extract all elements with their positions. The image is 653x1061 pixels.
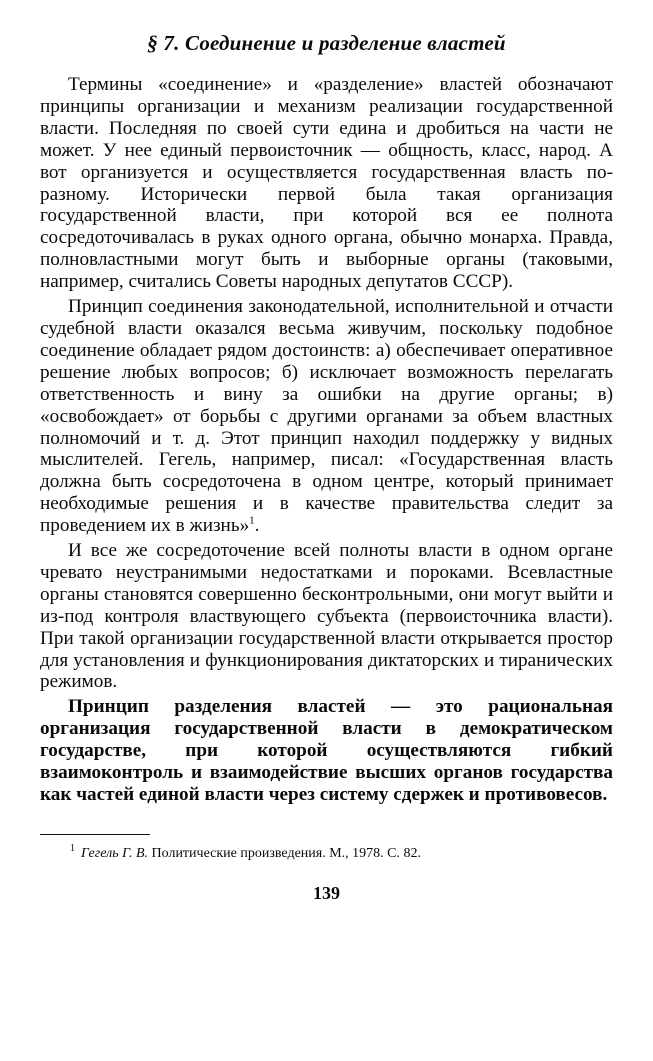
footnote-author: Гегель Г. В.	[81, 845, 149, 861]
section-heading: § 7. Соединение и разделение властей	[147, 31, 506, 55]
footnote-text: Политические произведения. М., 1978. С. 82.	[151, 845, 421, 861]
paragraph-4-definition: Принцип разделения властей — это рациональная организация государственной власти в демократическом государстве, при которой осуществляются гибкий взаимоконтроль и взаимодействие высших органов государства как частей единой власти через систему сдержек и противовесов.	[40, 696, 613, 805]
page-number: 139	[313, 882, 340, 903]
paragraph-1: Термины «соединение» и «разделение» властей обозначают принципы организации и механизм реализации государственной власти. Последняя по своей сути едина и дробиться на части не может. У нее единый первоисточник — общность, класс, народ. А вот организуется и осуществляется государственная власть по-разному. Исторически первой была такая организация государственной власти, при которой вся ее полнота сосредоточивалась в руках одного органа, обычно монарха. Правда, полновластными могут быть и выборные органы (таковыми, например, считались Советы народных депутатов СССР).	[40, 74, 613, 293]
footnote-number: 1	[70, 843, 75, 855]
footnote	[40, 845, 613, 863]
paragraph-3: И все же сосредоточение всей полноты власти в одном органе чревато неустранимыми недостатками и пороками. Всевластные органы становятся совершенно бесконтрольными, они могут выйти и из-под контроля властвующего субъекта (первоисточника власти). При такой организации государственной власти открывается простор для установления и функционирования диктаторских и тиранических режимов.	[40, 540, 613, 693]
footnote-reference[interactable]: 1	[249, 514, 255, 527]
footnote-divider	[40, 834, 150, 835]
book-page	[40, 30, 613, 904]
paragraph-2: Принцип соединения законодательной, исполнительной и отчасти судебной власти оказался весьма живучим, поскольку подобное соединение обладает рядом достоинств: а) обеспечивает оперативное решение любых вопросов; б) исключает возможность перелагать ответственность и вину за ошибки на другие органы; в) «освобождает» от борьбы с другими органами за объем властных полномочий и т. д. Этот принцип находил поддержку у видных мыслителей. Гегель, например, писал: «Государственная власть должна быть сосредоточена в одном центре, который принимает необходимые решения и в качестве правительства следит за проведением их в жизнь»$^1$.	[40, 296, 613, 537]
paragraph-2-text: Принцип соединения законодательной, исполнительной и отчасти судебной власти оказался весьма живучим, поскольку подобное соединение обладает рядом достоинств: а) обеспечивает оперативное решение любых вопросов; б) исключает возможность перелагать ответственность и вину за ошибки на другие органы; в) «освобождает» от борьбы с другими органами за объем властных полномочий и т. д. Этот принцип находил поддержку у видных мыслителей. Гегель, например, писал: «Государственная власть должна быть сосредоточена в одном центре, который принимает необходимые решения и в качестве правительства следит за проведением их в жизнь»	[40, 296, 613, 537]
